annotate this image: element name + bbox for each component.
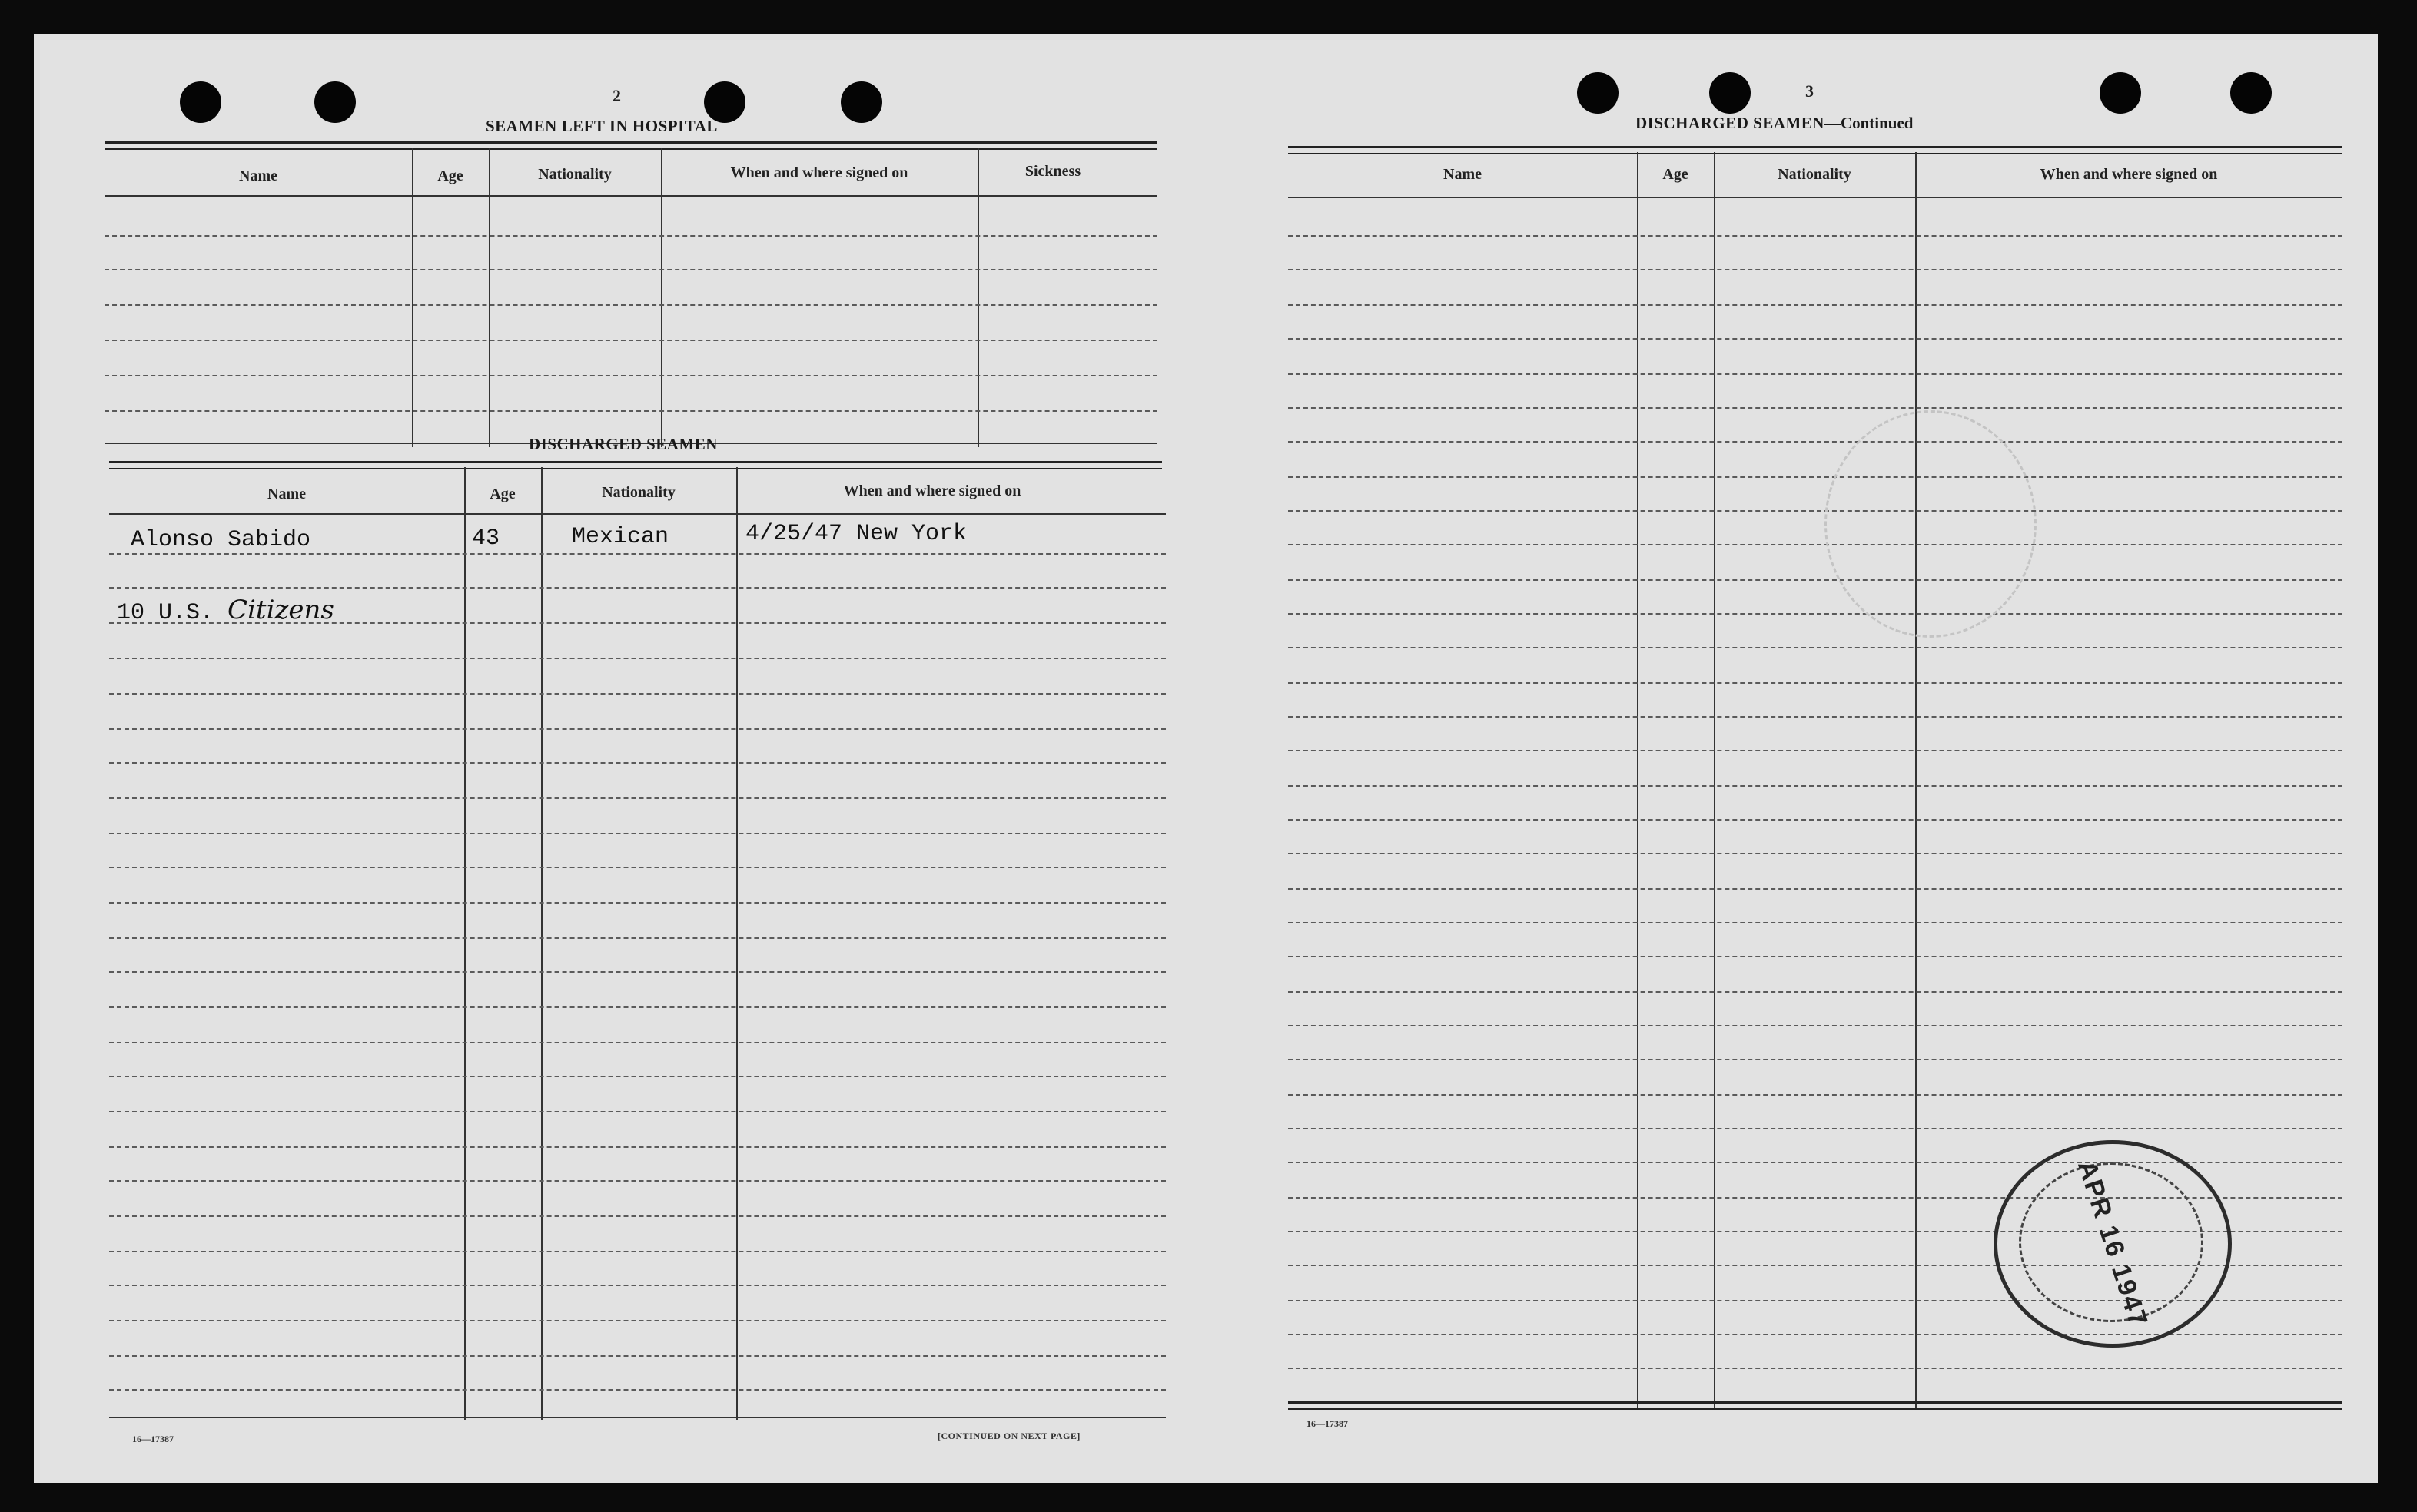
seaman-name: Alonso Sabido	[131, 527, 311, 553]
discharged-row-line	[109, 1006, 1166, 1008]
punch-hole	[2230, 72, 2272, 114]
right-row-line	[1288, 613, 2342, 615]
discharged-row-line	[109, 728, 1166, 730]
right-col-nationality: Nationality	[1778, 166, 1851, 183]
right-divider	[1714, 152, 1715, 1408]
discharged-top-rule	[109, 461, 1162, 469]
right-row-line	[1288, 441, 2342, 443]
discharged-row-line	[109, 867, 1166, 868]
seaman-age: 43	[472, 526, 500, 552]
discharged-col-name: Name	[267, 486, 306, 502]
discharged-row-line	[109, 1076, 1166, 1077]
right-row-line	[1288, 235, 2342, 237]
right-row-line	[1288, 1368, 2342, 1369]
discharged-row-line	[109, 1251, 1166, 1252]
hospital-divider	[978, 148, 979, 447]
discharged-row-line	[109, 937, 1166, 939]
punch-hole	[2100, 72, 2141, 114]
date-stamp	[1994, 1140, 2232, 1348]
discharged-row-line	[109, 1180, 1166, 1182]
right-row-line	[1288, 647, 2342, 648]
discharged-row-line	[109, 1111, 1166, 1112]
right-row-line	[1288, 956, 2342, 957]
hospital-col-age: Age	[437, 167, 463, 184]
punch-hole	[314, 81, 356, 123]
discharged-row-line	[109, 553, 1166, 555]
discharged-col-nationality: Nationality	[602, 484, 676, 501]
hospital-col-name: Name	[239, 167, 277, 184]
right-row-line	[1288, 1025, 2342, 1026]
right-top-rule	[1288, 146, 2342, 154]
right-divider	[1637, 152, 1638, 1408]
date-stamp-text: APR 16 1947	[2072, 1156, 2154, 1331]
citizens-note-prefix: 10 U.S.	[117, 600, 214, 626]
right-row-line	[1288, 785, 2342, 787]
title-suffix: —Continued	[1824, 114, 1914, 132]
hospital-col-sickness: Sickness	[1024, 163, 1081, 180]
document-sheet	[34, 34, 2378, 1483]
citizens-note	[117, 595, 334, 626]
discharged-row-line	[109, 658, 1166, 659]
discharged-row-line	[109, 1146, 1166, 1148]
page-number: 3	[1805, 81, 1814, 101]
hospital-row-line	[105, 340, 1157, 341]
discharged-col-signed-on: When and where signed on	[843, 482, 1021, 499]
hospital-header-rule	[105, 195, 1157, 197]
right-bottom-rule	[1288, 1401, 2342, 1410]
title-main: DISCHARGED SEAMEN	[1635, 114, 1824, 132]
right-row-line	[1288, 269, 2342, 270]
hospital-divider	[489, 148, 490, 447]
continued-note: [CONTINUED ON NEXT PAGE]	[938, 1431, 1081, 1441]
right-row-line	[1288, 579, 2342, 581]
discharged-continued-title	[1635, 114, 1913, 133]
right-row-line	[1288, 819, 2342, 821]
discharged-row-line	[109, 833, 1166, 834]
right-col-signed-on: When and where signed on	[2040, 166, 2218, 183]
discharged-divider	[541, 467, 543, 1420]
hospital-row-line	[105, 410, 1157, 412]
right-row-line	[1288, 1059, 2342, 1060]
hospital-row-line	[105, 375, 1157, 376]
right-row-line	[1288, 373, 2342, 375]
discharged-header-rule	[109, 513, 1166, 515]
punch-hole	[1577, 72, 1619, 114]
right-row-line	[1288, 750, 2342, 751]
form-number: 16—17387	[1306, 1418, 1348, 1429]
discharged-divider	[464, 467, 466, 1420]
discharged-section-title: DISCHARGED SEAMEN	[529, 435, 718, 453]
discharged-row-line	[109, 622, 1166, 624]
discharged-divider	[736, 467, 738, 1420]
right-header-rule	[1288, 197, 2342, 198]
faint-stamp-mark	[1824, 410, 2037, 638]
punch-hole	[1709, 72, 1751, 114]
discharged-row-line	[109, 693, 1166, 695]
hospital-divider	[412, 148, 413, 447]
punch-hole	[180, 81, 221, 123]
hospital-col-signed-on: When and where signed on	[730, 164, 908, 181]
discharged-row-line	[109, 1285, 1166, 1286]
form-number: 16—17387	[132, 1434, 174, 1444]
page-number: 2	[613, 86, 621, 105]
hospital-section-title: SEAMEN LEFT IN HOSPITAL	[486, 117, 718, 135]
right-col-name: Name	[1443, 166, 1482, 183]
right-row-line	[1288, 888, 2342, 890]
hospital-col-nationality: Nationality	[538, 166, 612, 183]
hospital-divider	[661, 148, 662, 447]
right-row-line	[1288, 682, 2342, 684]
seaman-nationality: Mexican	[572, 524, 669, 550]
right-row-line	[1288, 1094, 2342, 1096]
discharged-row-line	[109, 797, 1166, 799]
discharged-row-line	[109, 902, 1166, 904]
hospital-row-line	[105, 304, 1157, 306]
hospital-top-rule	[105, 141, 1157, 150]
right-divider	[1915, 152, 1917, 1408]
right-row-line	[1288, 476, 2342, 478]
right-row-line	[1288, 991, 2342, 993]
discharged-col-age: Age	[490, 486, 516, 502]
right-row-line	[1288, 407, 2342, 409]
discharged-row-line	[109, 1320, 1166, 1321]
right-row-line	[1288, 853, 2342, 854]
right-row-line	[1288, 544, 2342, 545]
hospital-row-line	[105, 235, 1157, 237]
right-row-line	[1288, 304, 2342, 306]
right-row-line	[1288, 338, 2342, 340]
seaman-signed-on: 4/25/47 New York	[745, 521, 968, 547]
right-row-line	[1288, 922, 2342, 923]
right-row-line	[1288, 716, 2342, 718]
hospital-row-line	[105, 269, 1157, 270]
discharged-row-line	[109, 1042, 1166, 1043]
discharged-row-line	[109, 1355, 1166, 1357]
discharged-row-line	[109, 762, 1166, 764]
discharged-row-line	[109, 971, 1166, 973]
right-row-line	[1288, 510, 2342, 512]
right-col-age: Age	[1662, 166, 1688, 183]
citizens-note-script: Citizens	[227, 595, 334, 625]
discharged-bottom-rule	[109, 1417, 1166, 1418]
right-row-line	[1288, 1128, 2342, 1129]
discharged-row-line	[109, 1389, 1166, 1391]
punch-hole	[841, 81, 882, 123]
discharged-row-line	[109, 587, 1166, 589]
discharged-row-line	[109, 1215, 1166, 1217]
